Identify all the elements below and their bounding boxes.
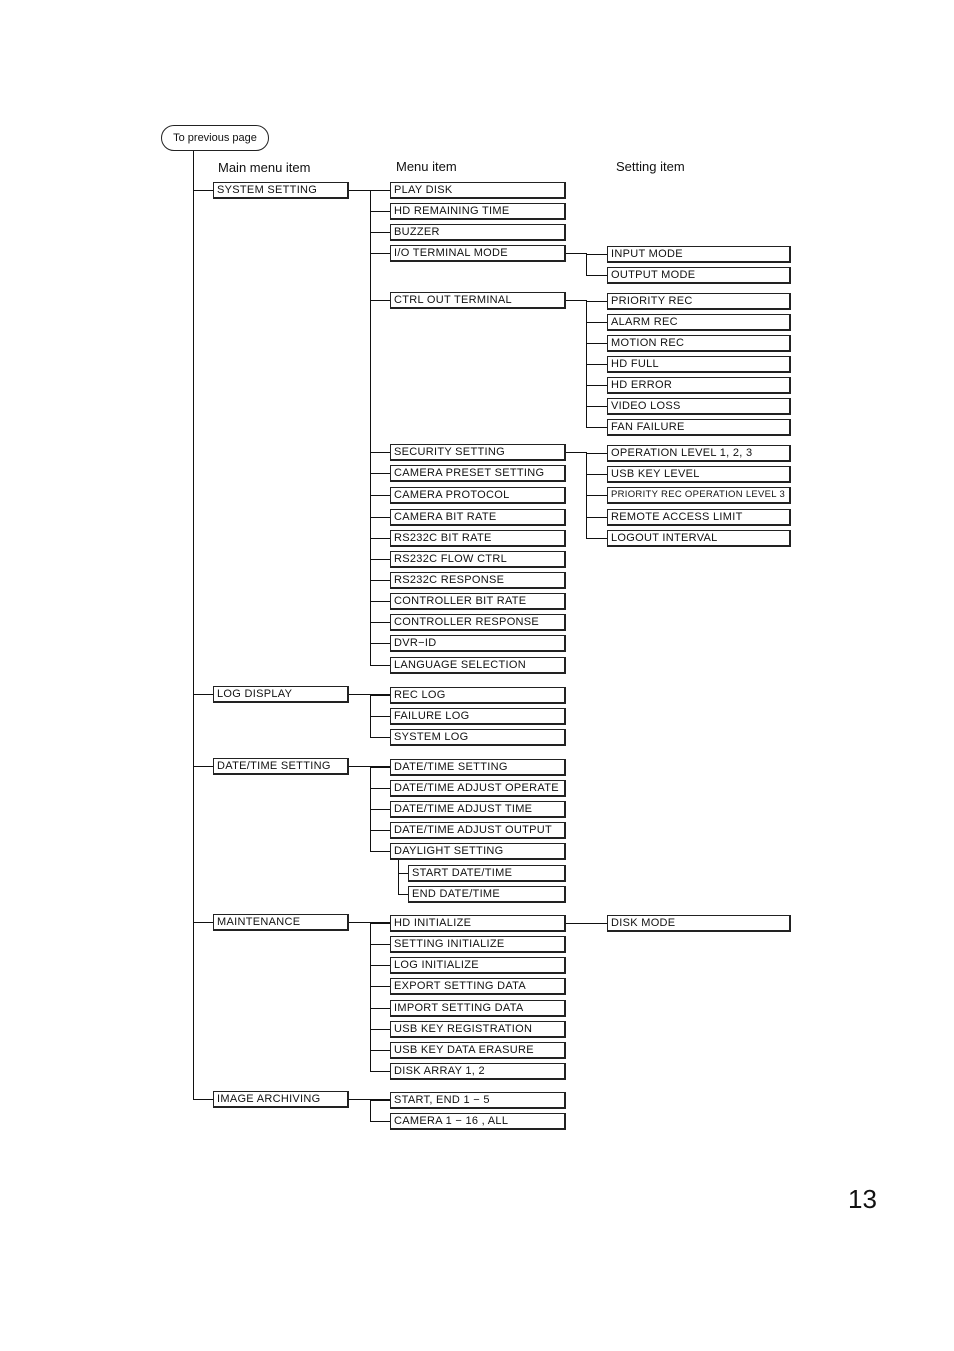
- connector-line: [370, 923, 390, 924]
- connector-line: [586, 275, 607, 276]
- menu-item-date-time-adjust-operate[interactable]: DATE/TIME ADJUST OPERATE: [390, 780, 566, 797]
- menu-item-rs232c-response[interactable]: RS232C RESPONSE: [390, 572, 566, 589]
- connector-line: [586, 322, 607, 323]
- connector-line: [370, 190, 390, 191]
- menu-item-hd-initialize[interactable]: HD INITIALIZE: [390, 915, 566, 932]
- menu-item-usb-key-registration[interactable]: USB KEY REGISTRATION: [390, 1021, 566, 1038]
- menu-item-date-time-adjust-time[interactable]: DATE/TIME ADJUST TIME: [390, 801, 566, 818]
- menu-item-camera-protocol[interactable]: CAMERA PROTOCOL: [390, 487, 566, 504]
- connector-line: [370, 559, 390, 560]
- connector-line: [370, 986, 390, 987]
- connector-line: [370, 809, 390, 810]
- menu-item-import-setting-data[interactable]: IMPORT SETTING DATA: [390, 1000, 566, 1017]
- menu-item-play-disk[interactable]: PLAY DISK: [390, 182, 566, 199]
- connector-line: [398, 894, 408, 895]
- connector-line: [370, 190, 371, 665]
- connector-line: [370, 1071, 390, 1072]
- connector-line: [586, 517, 607, 518]
- setting-item-priority-rec[interactable]: PRIORITY REC: [607, 293, 791, 310]
- connector-line: [349, 190, 370, 191]
- connector-line: [349, 1099, 370, 1100]
- connector-line: [193, 1099, 213, 1100]
- menu-item-system-log[interactable]: SYSTEM LOG: [390, 729, 566, 746]
- connector-line: [349, 694, 370, 695]
- setting-item-hd-error[interactable]: HD ERROR: [607, 377, 791, 394]
- connector-line: [370, 1100, 390, 1101]
- setting-item-output-mode[interactable]: OUTPUT MODE: [607, 267, 791, 284]
- connector-line: [370, 830, 390, 831]
- setting-item-input-mode[interactable]: INPUT MODE: [607, 246, 791, 263]
- connector-line: [586, 343, 607, 344]
- menu-item-camera-1-16-all[interactable]: CAMERA 1 − 16 , ALL: [390, 1113, 566, 1130]
- connector-line: [370, 580, 390, 581]
- main-item-system-setting[interactable]: SYSTEM SETTING: [213, 182, 349, 199]
- setting-item-operation-level-1-2-3[interactable]: OPERATION LEVEL 1, 2, 3: [607, 445, 791, 462]
- previous-page-button[interactable]: To previous page: [161, 125, 269, 151]
- setting-item-hd-full[interactable]: HD FULL: [607, 356, 791, 373]
- connector-line: [370, 665, 390, 666]
- connector-line: [370, 538, 390, 539]
- setting-item-header: Setting item: [616, 159, 685, 174]
- connector-line: [370, 965, 390, 966]
- connector-line: [586, 453, 607, 454]
- setting-item-usb-key-level[interactable]: USB KEY LEVEL: [607, 466, 791, 483]
- connector-line: [370, 253, 390, 254]
- setting-item-fan-failure[interactable]: FAN FAILURE: [607, 419, 791, 436]
- connector-line: [370, 473, 390, 474]
- menu-item-security-setting[interactable]: SECURITY SETTING: [390, 444, 566, 461]
- main-item-maintenance[interactable]: MAINTENANCE: [213, 914, 349, 931]
- connector-line: [349, 922, 370, 923]
- connector-line: [370, 716, 390, 717]
- menu-item-camera-bit-rate[interactable]: CAMERA BIT RATE: [390, 509, 566, 526]
- connector-line: [586, 406, 607, 407]
- menu-item-daylight-setting[interactable]: DAYLIGHT SETTING: [390, 843, 566, 860]
- menu-item-language-selection[interactable]: LANGUAGE SELECTION: [390, 657, 566, 674]
- connector-line: [193, 190, 213, 191]
- menu-item-setting-initialize[interactable]: SETTING INITIALIZE: [390, 936, 566, 953]
- connector-line: [370, 1008, 390, 1009]
- connector-line: [370, 695, 390, 696]
- menu-item-date-time-adjust-output[interactable]: DATE/TIME ADJUST OUTPUT: [390, 822, 566, 839]
- connector-line: [586, 254, 607, 255]
- menu-item-rs232c-flow-ctrl[interactable]: RS232C FLOW CTRL: [390, 551, 566, 568]
- connector-line: [370, 300, 390, 301]
- connector-line: [586, 385, 607, 386]
- menu-item-dvr-id[interactable]: DVR−ID: [390, 635, 566, 652]
- connector-line: [370, 737, 390, 738]
- connector-line: [370, 643, 390, 644]
- main-item-log-display[interactable]: LOG DISPLAY: [213, 686, 349, 703]
- connector-line: [566, 253, 586, 254]
- setting-item-disk-mode[interactable]: DISK MODE: [607, 915, 791, 932]
- setting-item-remote-access-limit[interactable]: REMOTE ACCESS LIMIT: [607, 509, 791, 526]
- connector-line: [370, 1029, 390, 1030]
- connector-line: [586, 495, 607, 496]
- connector-line: [370, 1099, 371, 1121]
- menu-item-rs232c-bit-rate[interactable]: RS232C BIT RATE: [390, 530, 566, 547]
- menu-item-hd-remaining-time[interactable]: HD REMAINING TIME: [390, 203, 566, 220]
- connector-line: [566, 452, 586, 453]
- connector-line: [586, 474, 607, 475]
- setting-item-priority-rec-operation-level-3[interactable]: PRIORITY REC OPERATION LEVEL 3: [607, 487, 791, 504]
- connector-line: [370, 788, 390, 789]
- connector-line: [193, 151, 194, 1099]
- connector-line: [193, 922, 213, 923]
- connector-line: [370, 495, 390, 496]
- connector-line: [370, 452, 390, 453]
- setting-item-alarm-rec[interactable]: ALARM REC: [607, 314, 791, 331]
- connector-line: [370, 767, 390, 768]
- connector-line: [370, 851, 390, 852]
- connector-line: [370, 944, 390, 945]
- connector-line: [586, 923, 607, 924]
- connector-line: [566, 923, 586, 924]
- menu-item-controller-response[interactable]: CONTROLLER RESPONSE: [390, 614, 566, 631]
- connector-line: [370, 211, 390, 212]
- sub-item-end-date-time[interactable]: END DATE/TIME: [408, 886, 566, 903]
- connector-line: [193, 694, 213, 695]
- connector-line: [586, 301, 607, 302]
- connector-line: [370, 622, 390, 623]
- connector-line: [398, 860, 399, 894]
- menu-item-i-o-terminal-mode[interactable]: I/O TERMINAL MODE: [390, 245, 566, 262]
- connector-line: [586, 364, 607, 365]
- connector-line: [370, 232, 390, 233]
- connector-line: [398, 873, 408, 874]
- connector-line: [193, 766, 213, 767]
- menu-item-camera-preset-setting[interactable]: CAMERA PRESET SETTING: [390, 465, 566, 482]
- connector-line: [566, 300, 586, 301]
- menu-item-log-initialize[interactable]: LOG INITIALIZE: [390, 957, 566, 974]
- menu-item-date-time-setting[interactable]: DATE/TIME SETTING: [390, 759, 566, 776]
- menu-item-buzzer[interactable]: BUZZER: [390, 224, 566, 241]
- setting-item-video-loss[interactable]: VIDEO LOSS: [607, 398, 791, 415]
- menu-item-failure-log[interactable]: FAILURE LOG: [390, 708, 566, 725]
- main-menu-header: Main menu item: [218, 160, 311, 175]
- sub-item-start-date-time[interactable]: START DATE/TIME: [408, 865, 566, 882]
- setting-item-motion-rec[interactable]: MOTION REC: [607, 335, 791, 352]
- connector-line: [586, 253, 587, 275]
- menu-item-start-end-1-5[interactable]: START, END 1 − 5: [390, 1092, 566, 1109]
- menu-item-ctrl-out-terminal[interactable]: CTRL OUT TERMINAL: [390, 292, 566, 309]
- menu-item-controller-bit-rate[interactable]: CONTROLLER BIT RATE: [390, 593, 566, 610]
- menu-item-export-setting-data[interactable]: EXPORT SETTING DATA: [390, 978, 566, 995]
- main-item-date-time-setting[interactable]: DATE/TIME SETTING: [213, 758, 349, 775]
- connector-line: [370, 601, 390, 602]
- connector-line: [586, 427, 607, 428]
- menu-item-header: Menu item: [396, 159, 457, 174]
- connector-line: [370, 1050, 390, 1051]
- connector-line: [586, 538, 607, 539]
- menu-item-usb-key-data-erasure[interactable]: USB KEY DATA ERASURE: [390, 1042, 566, 1059]
- menu-item-rec-log[interactable]: REC LOG: [390, 687, 566, 704]
- page-number: 13: [848, 1184, 877, 1214]
- connector-line: [370, 1121, 390, 1122]
- connector-line: [349, 766, 370, 767]
- menu-item-disk-array-1-2[interactable]: DISK ARRAY 1, 2: [390, 1063, 566, 1080]
- main-item-image-archiving[interactable]: IMAGE ARCHIVING: [213, 1091, 349, 1108]
- setting-item-logout-interval[interactable]: LOGOUT INTERVAL: [607, 530, 791, 547]
- connector-line: [370, 517, 390, 518]
